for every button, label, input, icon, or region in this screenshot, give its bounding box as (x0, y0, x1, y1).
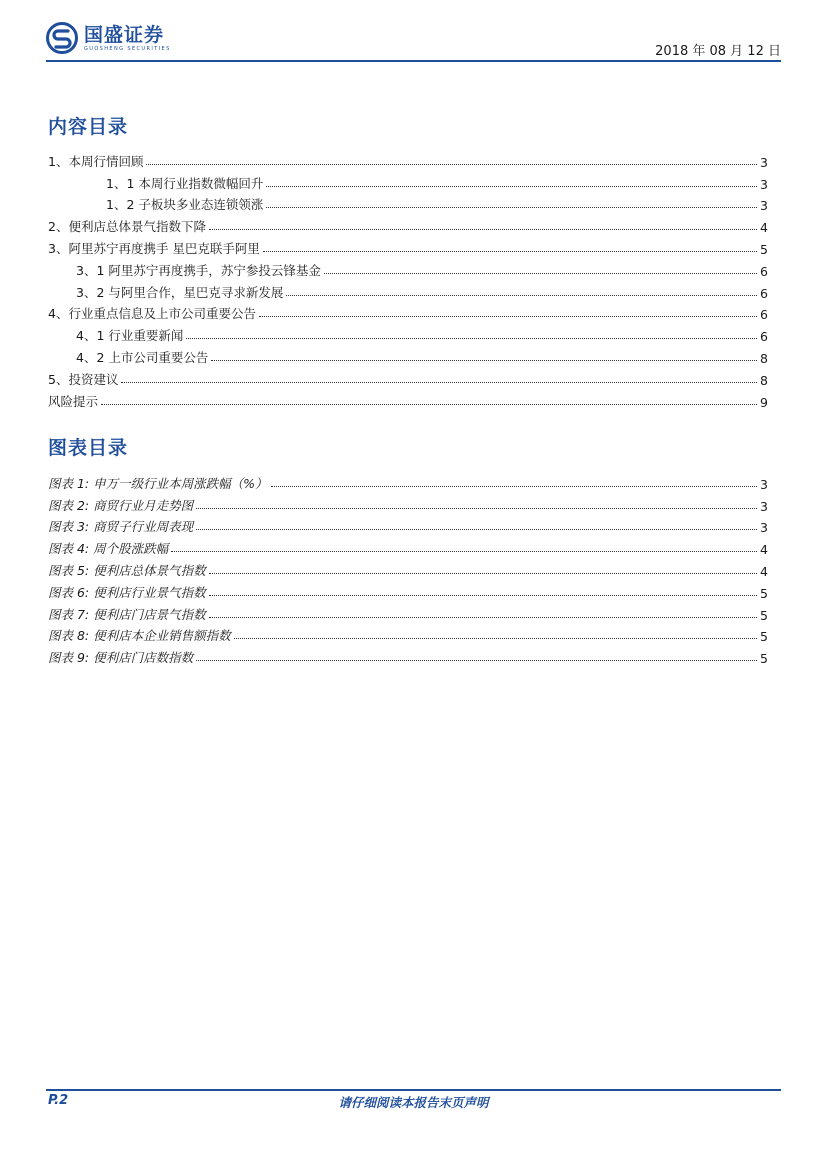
figure-entry-page: 5 (760, 651, 768, 667)
toc-entry[interactable] (48, 279, 768, 301)
page-header (46, 22, 781, 62)
toc-entry-label: 3、阿里苏宁再度携手 星巴克联手阿里 (48, 240, 260, 256)
figure-entry-label: 图表 3: 商贸子行业周表现 (48, 519, 194, 535)
leader-dots (196, 529, 757, 530)
toc-entry-page: 6 (760, 263, 768, 279)
leader-dots (186, 338, 757, 339)
leader-dots (263, 251, 757, 252)
figure-entry-page: 5 (760, 585, 768, 601)
leader-dots (121, 382, 757, 383)
toc-entry[interactable] (48, 235, 768, 257)
figures-title: 图表目录 (48, 437, 129, 459)
figure-entry[interactable] (48, 623, 768, 645)
leader-dots (266, 207, 757, 208)
page-number: P.2 (48, 1093, 69, 1108)
leader-dots (209, 617, 757, 618)
toc-title: 内容目录 (48, 116, 129, 138)
figures-list (48, 470, 768, 666)
toc-entry-label: 风险提示 (48, 393, 99, 409)
figure-entry-label: 图表 8: 便利店本企业销售额指数 (48, 628, 231, 644)
figure-entry-label: 图表 9: 便利店门店数指数 (48, 650, 194, 666)
leader-dots (266, 186, 757, 187)
leader-dots (234, 638, 757, 639)
figure-entry[interactable] (48, 492, 768, 514)
figure-entry-page: 3 (760, 498, 768, 514)
toc-entry-page: 3 (760, 176, 768, 192)
leader-dots (271, 486, 758, 487)
toc-entry-page: 6 (760, 285, 768, 301)
toc-entry-page: 4 (760, 220, 768, 236)
toc-list (48, 148, 768, 410)
toc-entry[interactable] (48, 344, 768, 366)
figure-entry-page: 5 (760, 629, 768, 645)
toc-entry[interactable] (48, 192, 768, 214)
leader-dots (259, 316, 757, 317)
toc-entry[interactable] (48, 366, 768, 388)
toc-entry-page: 3 (760, 198, 768, 214)
toc-entry-label: 2、便利店总体景气指数下降 (48, 219, 206, 235)
leader-dots (209, 229, 757, 230)
toc-entry-label: 1、本周行情回顾 (48, 153, 144, 169)
disclaimer-note: 请仔细阅读本报告末页声明 (338, 1095, 489, 1110)
toc-entry-page: 9 (760, 394, 768, 410)
figure-entry-page: 4 (760, 542, 768, 558)
figure-entry-label: 图表 1: 申万一级行业本周涨跌幅（%） (48, 475, 268, 491)
toc-entry-label: 4、1 行业重要新闻 (76, 328, 184, 344)
figure-entry[interactable] (48, 579, 768, 601)
figure-entry-label: 图表 4: 周个股涨跌幅 (48, 541, 169, 557)
toc-entry-page: 5 (760, 241, 768, 257)
figure-entry-label: 图表 6: 便利店行业景气指数 (48, 584, 206, 600)
figure-entry-label: 图表 5: 便利店总体景气指数 (48, 562, 206, 578)
toc-entry-label: 3、2 与阿里合作，星巴克寻求新发展 (76, 284, 284, 300)
leader-dots (209, 573, 757, 574)
toc-entry-label: 4、2 上市公司重要公告 (76, 349, 209, 365)
figure-entry-page: 4 (760, 563, 768, 579)
figure-entry-label: 图表 7: 便利店门店景气指数 (48, 606, 206, 622)
leader-dots (209, 595, 757, 596)
toc-entry-label: 1、1 本周行业指数微幅回升 (106, 175, 264, 191)
figure-entry[interactable] (48, 601, 768, 623)
toc-entry[interactable] (48, 213, 768, 235)
figure-entry-page: 3 (760, 476, 768, 492)
toc-entry-page: 6 (760, 307, 768, 323)
leader-dots (146, 164, 757, 165)
toc-entry[interactable] (48, 322, 768, 344)
logo-subtitle: GUOSHENG SECURITIES (84, 45, 171, 52)
toc-entry[interactable] (48, 301, 768, 323)
logo-icon (46, 22, 78, 54)
leader-dots (211, 360, 757, 361)
figure-entry-page: 3 (760, 520, 768, 536)
toc-entry-page: 8 (760, 372, 768, 388)
toc-entry-label: 5、投资建议 (48, 371, 119, 387)
toc-entry-page: 6 (760, 329, 768, 345)
figure-entry[interactable] (48, 535, 768, 557)
leader-dots (171, 551, 757, 552)
toc-entry[interactable] (48, 257, 768, 279)
toc-entry-label: 3、1 阿里苏宁再度携手，苏宁参投云锋基金 (76, 262, 321, 278)
figure-entry-page: 5 (760, 607, 768, 623)
toc-entry[interactable] (48, 388, 768, 410)
figure-entry[interactable] (48, 514, 768, 536)
figure-entry-label: 图表 2: 商贸行业月走势图 (48, 497, 194, 513)
company-logo (46, 22, 171, 54)
logo-name: 国盛证券 (84, 23, 165, 46)
figure-entry[interactable] (48, 557, 768, 579)
toc-entry-page: 8 (760, 350, 768, 366)
leader-dots (286, 295, 757, 296)
toc-entry-label: 1、2 子板块多业态连锁领涨 (106, 197, 264, 213)
footer-divider (46, 1089, 781, 1091)
leader-dots (101, 404, 757, 405)
leader-dots (196, 508, 757, 509)
toc-entry-label: 4、行业重点信息及上市公司重要公告 (48, 306, 256, 322)
toc-entry-page: 3 (760, 154, 768, 170)
report-date: 2018 年 08 月 12 日 (655, 44, 781, 59)
toc-entry[interactable] (48, 170, 768, 192)
toc-entry[interactable] (48, 148, 768, 170)
figure-entry[interactable] (48, 470, 768, 492)
header-divider (46, 60, 781, 62)
leader-dots (324, 273, 757, 274)
figure-entry[interactable] (48, 644, 768, 666)
leader-dots (196, 660, 757, 661)
